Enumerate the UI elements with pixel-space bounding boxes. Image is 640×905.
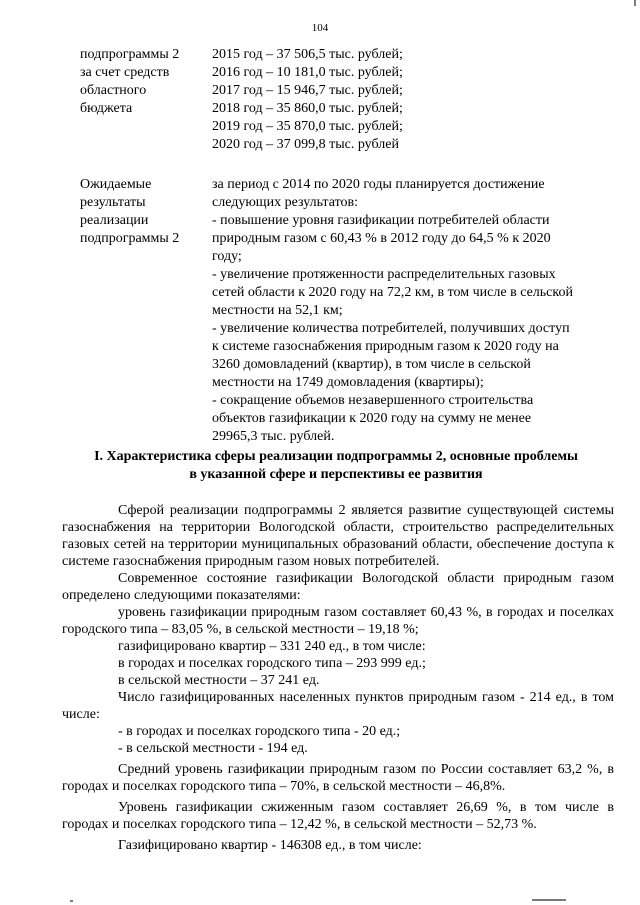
results-line: году;	[212, 249, 242, 264]
funding-label-line: областного	[80, 83, 147, 98]
results-line: природным газом с 60,43 % в 2012 году до 64,5 % к 2020	[212, 231, 551, 246]
body-paragraph: Уровень газификации сжиженным газом составляет 26,69 %, в том числе в городах и поселках городского типа – 12,42 %, в сельской местности – 52,73 %.	[62, 800, 614, 832]
body-list-item: газифицировано квартир – 331 240 ед., в том числе:	[118, 639, 426, 654]
results-label-line: результаты	[80, 195, 146, 210]
body-list-item: в сельской местности – 37 241 ед.	[118, 673, 320, 688]
results-line: объектов газификации к 2020 году на сумму не менее	[212, 411, 532, 426]
body-list-item: - в городах и поселках городского типа - 20 ед.;	[118, 724, 401, 739]
funding-row	[80, 46, 600, 154]
expected-results-row	[80, 176, 600, 446]
funding-year-line: 2016 год – 10 181,0 тыс. рублей;	[212, 65, 403, 80]
funding-label-line: за счет средств	[80, 65, 170, 80]
funding-values	[212, 46, 600, 154]
body-paragraph: Средний уровень газификации природным газом по России составляет 63,2 %, в городах и поселках городского типа – 70%, в сельской местности – 46,8%.	[62, 762, 614, 794]
body-list-item: в городах и поселках городского типа – 293 999 ед.;	[118, 656, 426, 671]
funding-label	[80, 46, 212, 154]
body-paragraph: Число газифицированных населенных пунктов природным газом - 214 ед., в том числе:	[62, 690, 614, 722]
results-label-line: подпрограммы 2	[80, 231, 180, 246]
results-line: за период с 2014 по 2020 годы планируется достижение	[212, 177, 545, 192]
expected-results-label	[80, 176, 212, 446]
section-heading-line: в указанной сфере и перспективы ее развития	[189, 467, 483, 482]
funding-year-line: 2020 год – 37 099,8 тыс. рублей	[212, 137, 399, 152]
expected-results-values	[212, 176, 600, 446]
body-list-item: - в сельской местности - 194 ед.	[118, 741, 308, 756]
subprogram-passport-fragment	[80, 46, 600, 446]
body-paragraph: Сферой реализации подпрограммы 2 является развитие существующей системы газоснабжения на территории Вологодской области, строительство распределительных газовых сетей на территории муниципальных образований области, обеспечение доступа к системе газоснабжения природным газом новых потребителей.	[62, 503, 614, 569]
funding-year-line: 2019 год – 35 870,0 тыс. рублей;	[212, 119, 403, 134]
results-line: 29965,3 тыс. рублей.	[212, 429, 335, 444]
results-line: к системе газоснабжения природным газом к 2020 году на	[212, 339, 559, 354]
funding-year-line: 2017 год – 15 946,7 тыс. рублей;	[212, 83, 403, 98]
results-label-line: реализации	[80, 213, 149, 228]
funding-year-line: 2015 год – 37 506,5 тыс. рублей;	[212, 47, 403, 62]
scan-artifact-mark	[532, 899, 566, 901]
funding-label-line: бюджета	[80, 101, 133, 116]
funding-year-line: 2018 год – 35 860,0 тыс. рублей;	[212, 101, 403, 116]
page-number: 104	[311, 22, 329, 34]
results-line: - увеличение протяженности распределительных газовых	[212, 267, 556, 282]
scan-artifact-mark	[634, 0, 636, 6]
funding-label-line: подпрограммы 2	[80, 47, 180, 62]
section-heading-line: I. Характеристика сферы реализации подпрограммы 2, основные проблемы	[94, 449, 578, 464]
results-line: 3260 домовладений (квартир), в том числе в сельской	[212, 357, 531, 372]
body-paragraph: Современное состояние газификации Вологодской области природным газом определено следующими показателями:	[62, 571, 614, 603]
results-line: - увеличение количества потребителей, получивших доступ	[212, 321, 570, 336]
results-line: местности на 52,1 км;	[212, 303, 343, 318]
results-line: местности на 1749 домовладения (квартиры);	[212, 375, 484, 390]
body-paragraph: Газифицировано квартир - 146308 ед., в том числе:	[118, 838, 422, 853]
results-line: - сокращение объемов незавершенного строительства	[212, 393, 534, 408]
section-body	[62, 502, 614, 854]
results-label-line: Ожидаемые	[80, 177, 152, 192]
results-line: сетей области к 2020 году на 72,2 км, в том числе в сельской	[212, 285, 573, 300]
section-heading	[62, 448, 610, 484]
body-paragraph: уровень газификации природным газом составляет 60,43 %, в городах и поселках городского типа – 83,05 %, в сельской местности – 19,18 %;	[62, 605, 614, 637]
results-line: следующих результатов:	[212, 195, 359, 210]
scan-artifact-mark	[70, 900, 73, 902]
results-line: - повышение уровня газификации потребителей области	[212, 213, 550, 228]
